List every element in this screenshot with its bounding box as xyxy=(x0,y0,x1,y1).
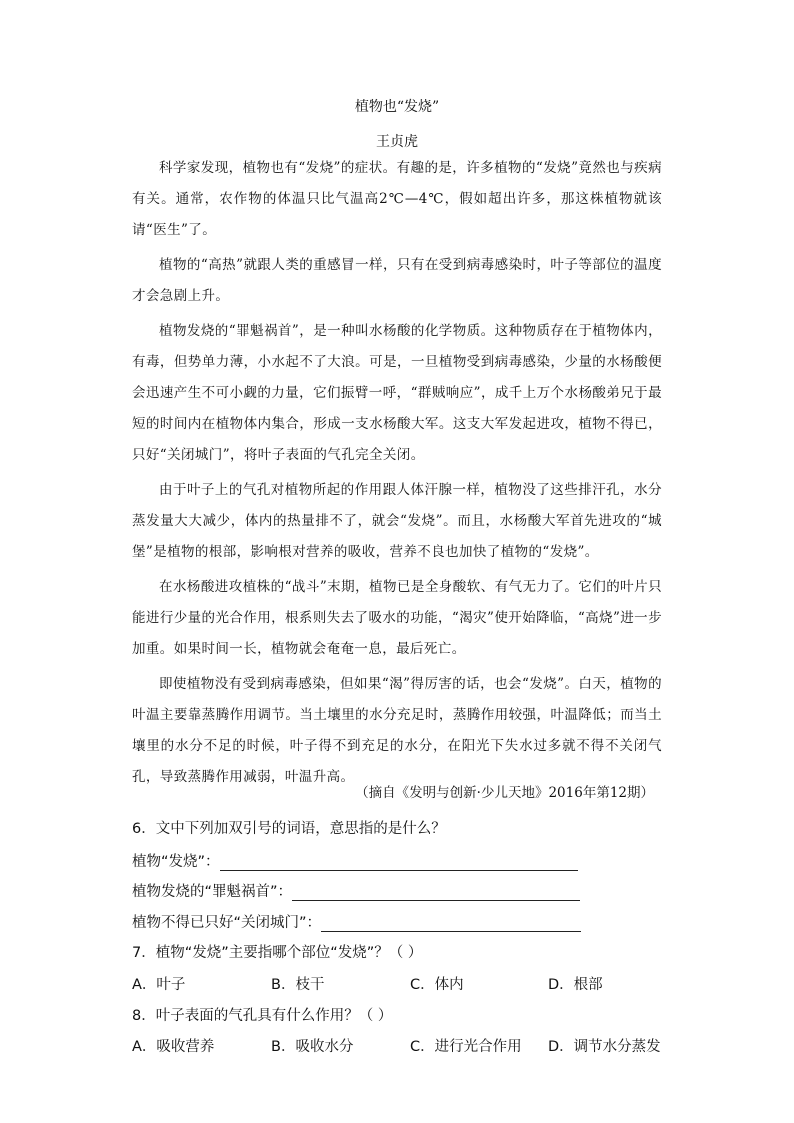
question-6-item-1-label: 植物“发烧”： xyxy=(132,854,220,870)
article-paragraph: 在水杨酸进攻植株的“战斗”末期，植物已是全身酸软、有气无力了。它们的叶片只能进行少量的光合作用，根系则失去了吸水的功能，“渴灾”使开始降临，“高烧”进一步加重。如果时间一长，植物就会奄奄一息，最后死亡。 xyxy=(132,579,662,657)
question-6-item-3 xyxy=(132,911,581,932)
article-body xyxy=(132,153,662,797)
question-8-option-b[interactable]: B．吸收水分 xyxy=(271,1039,354,1055)
article-author: 王贞虎 xyxy=(376,134,418,150)
article-paragraph: 由于叶子上的气孔对植物所起的作用跟人体汗腺一样，植物没了这些排汗孔，水分蒸发量大大减少，体内的热量排不了，就会“发烧”。而且，水杨酸大军首先进攻的“城堡”是植物的根部，影响根对营养的吸收，营养不良也加快了植物的“发烧”。 xyxy=(132,482,662,560)
answer-line[interactable] xyxy=(292,884,580,901)
question-8-stem: 8．叶子表面的气孔具有什么作用？（ ） xyxy=(132,1008,393,1024)
article-source: （摘自《发明与创新·少儿天地》2016年第12期） xyxy=(355,785,654,801)
article-paragraph: 即使植物没有受到病毒感染，但如果“渴”得厉害的话，也会“发烧”。白天，植物的叶温主要靠蒸腾作用调节。当土壤里的水分充足时，蒸腾作用较强，叶温降低；而当土壤里的水分不足的时候，叶子得不到充足的水分，在阳光下失水过多就不得不关闭气孔，导致蒸腾作用减弱，叶温升高。 xyxy=(132,676,662,785)
article-paragraph: 植物的“高热”就跟人类的重感冒一样，只有在受到病毒感染时，叶子等部位的温度才会急剧上升。 xyxy=(132,257,662,304)
question-8-option-c[interactable]: C．进行光合作用 xyxy=(410,1039,522,1055)
article-paragraph: 科学家发现，植物也有“发烧”的症状。有趣的是，许多植物的“发烧”竟然也与疾病有关。通常，农作物的体温只比气温高2℃—4℃，假如超出许多，那这株植物就该请“医生”了。 xyxy=(132,160,662,238)
question-6-item-2-label: 植物发烧的“罪魁祸首”： xyxy=(132,884,293,900)
question-7-stem: 7．植物“发烧”主要指哪个部位“发烧”？（ ） xyxy=(132,945,423,961)
question-7-option-a[interactable]: A．叶子 xyxy=(132,977,186,993)
question-8-option-a[interactable]: A．吸收营养 xyxy=(132,1039,215,1055)
article-paragraph: 植物发烧的“罪魁祸首”，是一种叫水杨酸的化学物质。这种物质存在于植物体内，有毒，但势单力薄，小水起不了大浪。可是，一旦植物受到病毒感染，少量的水杨酸便会迅速产生不可小觑的力量，它们振臂一呼，“群贼响应”，成千上万个水杨酸弟兄于最短的时间内在植物体内集合，形成一支水杨酸大军。这支大军发起进攻，植物不得已，只好“关闭城门”，将叶子表面的气孔完全关闭。 xyxy=(132,323,662,463)
answer-line[interactable] xyxy=(220,854,578,871)
answer-line[interactable] xyxy=(321,915,581,932)
question-7-option-d[interactable]: D．根部 xyxy=(548,977,603,993)
question-6-item-1 xyxy=(132,850,578,871)
article-title: 植物也“发烧” xyxy=(354,99,440,115)
question-6-item-2 xyxy=(132,880,580,901)
question-6-stem: 6．文中下列加双引号的词语，意思指的是什么？ xyxy=(132,821,446,837)
question-7-option-c[interactable]: C．体内 xyxy=(410,977,464,993)
question-8-option-d[interactable]: D．调节水分蒸发 xyxy=(548,1039,661,1055)
question-7-option-b[interactable]: B．枝干 xyxy=(271,977,325,993)
question-6-item-3-label: 植物不得已只好“关闭城门”： xyxy=(132,915,322,931)
